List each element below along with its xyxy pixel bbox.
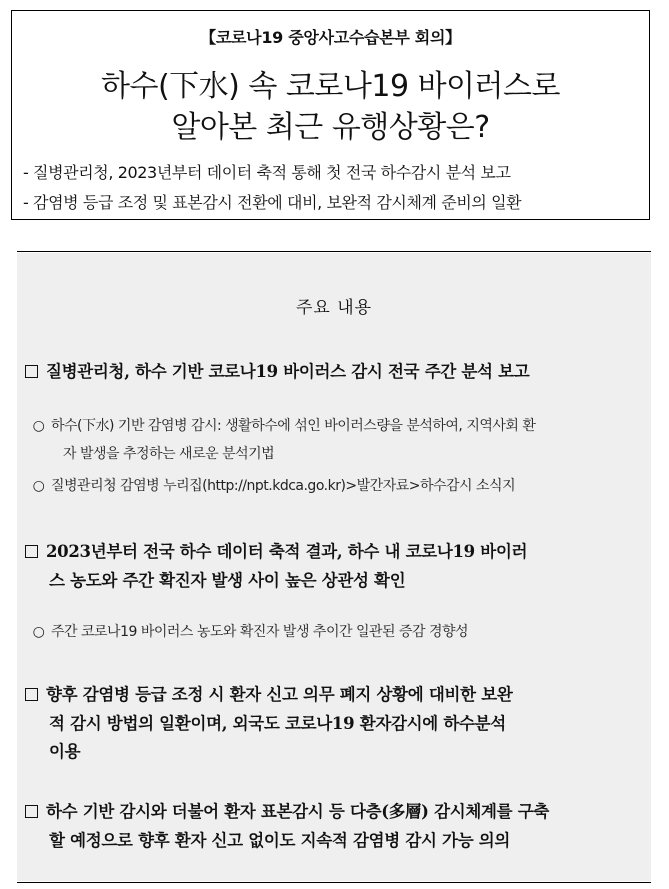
sub-point <box>32 412 535 468</box>
subtitle-item: - 질병관리청, 2023년부터 데이터 축적 통해 첫 전국 하수감시 분석 보고 <box>23 163 511 182</box>
sub-point <box>32 472 515 500</box>
subtitle-list <box>23 158 643 218</box>
title-box <box>11 10 650 220</box>
key-point-text: 할 예정으로 향후 환자 신고 없이도 지속적 감염병 감시 가능 의의 <box>49 831 511 850</box>
checkbox-square-icon <box>25 805 38 818</box>
key-point <box>25 797 549 855</box>
main-content-box <box>17 253 651 881</box>
content-bottom-rule <box>17 882 651 883</box>
sub-point-text: 주간 코로나19 바이러스 농도와 확진자 발생 추이간 일관된 증감 경향성 <box>51 624 469 640</box>
sub-point-text: 하수(下水) 기반 감염병 감시: 생활하수에 섞인 바이러스량을 분석하여, 지역사회 환 <box>51 418 536 434</box>
subtitle-item: - 감염병 등급 조정 및 표본감시 전환에 대비, 보완적 감시체계 준비의 일환 <box>23 193 522 212</box>
key-point <box>25 537 527 595</box>
key-point <box>25 358 529 382</box>
key-point-text: 스 농도와 주간 확진자 발생 사이 높은 상관성 확인 <box>49 571 406 590</box>
key-point-text: 2023년부터 전국 하수 데이터 축적 결과, 하수 내 코로나19 바이러 <box>46 542 528 561</box>
press-title <box>12 66 649 148</box>
checkbox-square-icon <box>25 688 38 701</box>
key-point <box>25 681 513 767</box>
circle-bullet-icon: ○ <box>32 478 45 494</box>
key-point-text: 이용 <box>49 742 81 761</box>
key-point-text: 향후 감염병 등급 조정 시 환자 신고 의무 폐지 상황에 대비한 보완 <box>46 685 513 704</box>
sub-point <box>32 618 468 646</box>
title-line-1: 하수(下水) 속 코로나19 바이러스로 <box>101 69 560 104</box>
key-point-text: 질병관리청, 하수 기반 코로나19 바이러스 감시 전국 주간 분석 보고 <box>46 362 530 381</box>
circle-bullet-icon: ○ <box>32 418 45 434</box>
sub-point-text: 자 발생을 추정하는 새로운 분석기법 <box>63 446 275 462</box>
title-line-2: 알아본 최근 유행상황은? <box>171 110 490 145</box>
checkbox-square-icon <box>25 545 38 558</box>
circle-bullet-icon: ○ <box>32 624 45 640</box>
section-heading: 주요 내용 <box>295 298 373 318</box>
checkbox-square-icon <box>25 365 38 378</box>
sub-point-text: 질병관리청 감염병 누리집(http://npt.kdca.go.kr)>발간자료>하수감시 소식지 <box>51 478 516 494</box>
key-point-text: 하수 기반 감시와 더불어 환자 표본감시 등 다층(多層) 감시체계를 구축 <box>46 802 550 821</box>
content-top-rule <box>17 251 651 252</box>
key-point-text: 적 감시 방법의 일환이며, 외국도 코로나19 환자감시에 하수분석 <box>49 713 506 733</box>
meeting-tag: 【코로나19 중앙사고수습본부 회의】 <box>200 28 461 47</box>
